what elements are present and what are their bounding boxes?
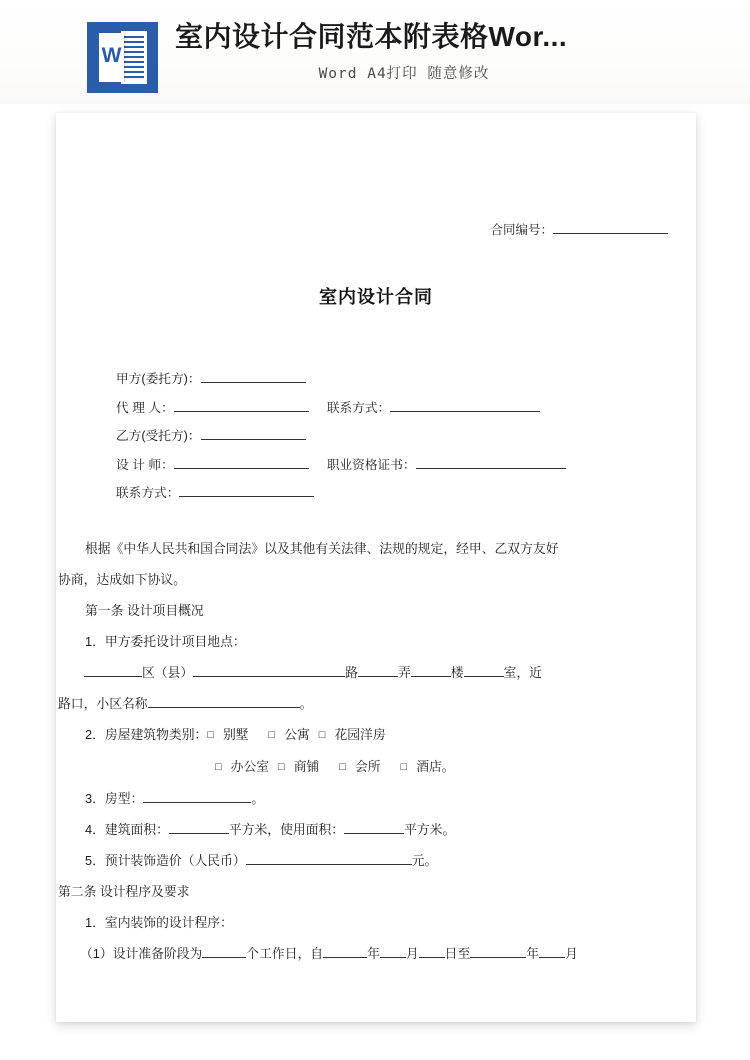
checkbox-garden-house[interactable]: □ bbox=[318, 729, 326, 741]
article-1-title: 第一条 设计项目概况 bbox=[85, 603, 204, 618]
address-district-blank bbox=[84, 664, 142, 677]
address-line-2 bbox=[58, 688, 690, 719]
clause-1-3-period: 。 bbox=[251, 791, 265, 806]
checkbox-shop-label: 商铺 bbox=[293, 759, 320, 774]
page-title: 室内设计合同范本附表格Wor... bbox=[175, 21, 568, 52]
clause-1-3-label: 3．房型： bbox=[85, 791, 144, 806]
clause-2-1-1-e: 日至 bbox=[444, 946, 471, 961]
address-building-blank bbox=[411, 664, 451, 677]
address-road-label: 路 bbox=[345, 665, 358, 680]
start-year-blank bbox=[323, 945, 367, 958]
party-blank-jiafang bbox=[201, 370, 306, 383]
word-icon-text-lines bbox=[124, 36, 144, 80]
checkbox-shop[interactable]: □ bbox=[278, 761, 285, 773]
party-row-yifang bbox=[116, 422, 636, 451]
party-row-jiafang bbox=[116, 365, 636, 394]
clause-1-4 bbox=[58, 814, 690, 845]
party-label-certificate: 职业资格证书： bbox=[326, 457, 416, 472]
address-lane-label: 弄 bbox=[397, 665, 411, 680]
party-blank-yifang bbox=[201, 427, 306, 440]
party-label-designer: 设 计 师： bbox=[116, 457, 174, 472]
checkbox-office[interactable]: □ bbox=[215, 761, 222, 773]
clause-1-4-end: 平方米。 bbox=[404, 822, 456, 837]
house-type-blank bbox=[143, 790, 251, 803]
word-document-icon bbox=[87, 22, 158, 93]
checkbox-club[interactable]: □ bbox=[339, 761, 346, 773]
address-lane-blank bbox=[358, 664, 398, 677]
party-blank-agent-contact bbox=[390, 399, 540, 412]
preamble-line-1: 根据《中华人民共和国合同法》以及其他有关法律、法规的规定，经甲、乙双方友好 bbox=[85, 541, 559, 556]
page-subtitle: Word A4打印 随意修改 bbox=[318, 66, 490, 82]
contract-number-blank bbox=[553, 222, 668, 235]
address-community-blank bbox=[148, 695, 300, 708]
usable-area-blank bbox=[344, 821, 404, 834]
article-2-title: 第二条 设计程序及要求 bbox=[58, 884, 190, 899]
clause-1-2-row2 bbox=[58, 751, 690, 783]
built-area-blank bbox=[169, 821, 229, 834]
document-page bbox=[56, 113, 696, 1022]
document-page-content bbox=[56, 113, 696, 1022]
checkbox-villa-label: 别墅 bbox=[222, 727, 249, 742]
address-room-blank bbox=[464, 664, 504, 677]
preamble-line-2: 协商，达成如下协议。 bbox=[58, 572, 186, 587]
document-body bbox=[56, 533, 696, 969]
header-inner bbox=[87, 16, 687, 100]
clause-2-1-1-b: 个工作日，自 bbox=[246, 946, 324, 961]
checkbox-apartment-label: 公寓 bbox=[284, 727, 310, 742]
clause-2-1-1-g: 月 bbox=[565, 946, 578, 961]
party-row-contact bbox=[116, 479, 636, 508]
clause-1-4-label: 4．建筑面积： bbox=[85, 822, 169, 837]
party-label-jiafang: 甲方(委托方)： bbox=[116, 372, 201, 386]
end-month-blank bbox=[539, 945, 565, 958]
party-label-yifang: 乙方(受托方)： bbox=[116, 429, 201, 443]
word-icon-doc-right bbox=[121, 31, 147, 84]
checkbox-hotel[interactable]: □ bbox=[400, 761, 408, 773]
start-day-blank bbox=[419, 945, 445, 958]
clause-1-3 bbox=[58, 783, 690, 814]
party-row-agent bbox=[116, 394, 636, 423]
party-label-agent: 代 理 人： bbox=[116, 400, 174, 415]
address-building-label: 楼 bbox=[450, 665, 464, 680]
end-year-blank bbox=[470, 945, 526, 958]
clause-1-5-end: 元。 bbox=[411, 853, 438, 868]
header-title-block bbox=[175, 16, 687, 83]
checkbox-office-label: 办公室 bbox=[230, 759, 270, 774]
party-blank-designer bbox=[174, 456, 309, 469]
clause-1-5 bbox=[58, 845, 690, 876]
clause-1-4-mid: 平方米，使用面积： bbox=[228, 822, 345, 837]
address-district-label: 区（县） bbox=[142, 665, 194, 680]
clause-2-1-1 bbox=[58, 938, 690, 969]
checkbox-club-label: 会所 bbox=[354, 759, 381, 774]
clause-1-2-label: 2．房屋建筑物类别： bbox=[85, 727, 208, 742]
estimated-cost-blank bbox=[246, 852, 412, 865]
prep-days-blank bbox=[202, 945, 246, 958]
address-room-label: 室，近 bbox=[503, 665, 542, 680]
clause-1-2 bbox=[58, 719, 690, 751]
word-icon-doc-left bbox=[99, 33, 124, 82]
word-icon-letter: W bbox=[101, 44, 122, 67]
word-icon-pages bbox=[99, 31, 147, 84]
party-blank-agent bbox=[174, 399, 309, 412]
address-line2-period: 。 bbox=[299, 696, 313, 711]
clause-2-1-1-label: （1）设计准备阶段为 bbox=[80, 946, 203, 961]
address-line-1 bbox=[58, 657, 690, 688]
clause-2-1-1-c: 年 bbox=[367, 946, 380, 961]
page-header bbox=[0, 0, 750, 104]
party-blank-certificate bbox=[416, 456, 566, 469]
clause-2-1-1-d: 月 bbox=[405, 946, 419, 961]
clause-1-5-label: 5．预计装饰造价（人民币） bbox=[85, 853, 246, 868]
party-row-designer bbox=[116, 451, 636, 480]
clause-1-1: 1．甲方委托设计项目地点： bbox=[85, 634, 246, 649]
contract-number-label: 合同编号： bbox=[490, 223, 553, 237]
contract-number-field bbox=[56, 220, 696, 238]
clause-2-1: 1．室内装饰的设计程序： bbox=[85, 915, 233, 930]
start-month-blank bbox=[380, 945, 406, 958]
checkbox-garden-house-label: 花园洋房 bbox=[334, 727, 386, 742]
party-label-agent-contact: 联系方式： bbox=[326, 400, 391, 415]
clause-2-1-1-f: 年 bbox=[526, 946, 540, 961]
checkbox-apartment[interactable]: □ bbox=[268, 729, 276, 741]
party-label-contact: 联系方式： bbox=[116, 486, 180, 500]
checkbox-villa[interactable]: □ bbox=[207, 729, 214, 741]
checkbox-hotel-label: 酒店。 bbox=[416, 759, 455, 774]
address-road-blank bbox=[193, 664, 345, 677]
party-blank-contact bbox=[179, 484, 314, 497]
document-main-title: 室内设计合同 bbox=[319, 287, 433, 307]
address-crossroad-label: 路口，小区名称 bbox=[58, 696, 148, 711]
parties-block bbox=[116, 365, 636, 508]
